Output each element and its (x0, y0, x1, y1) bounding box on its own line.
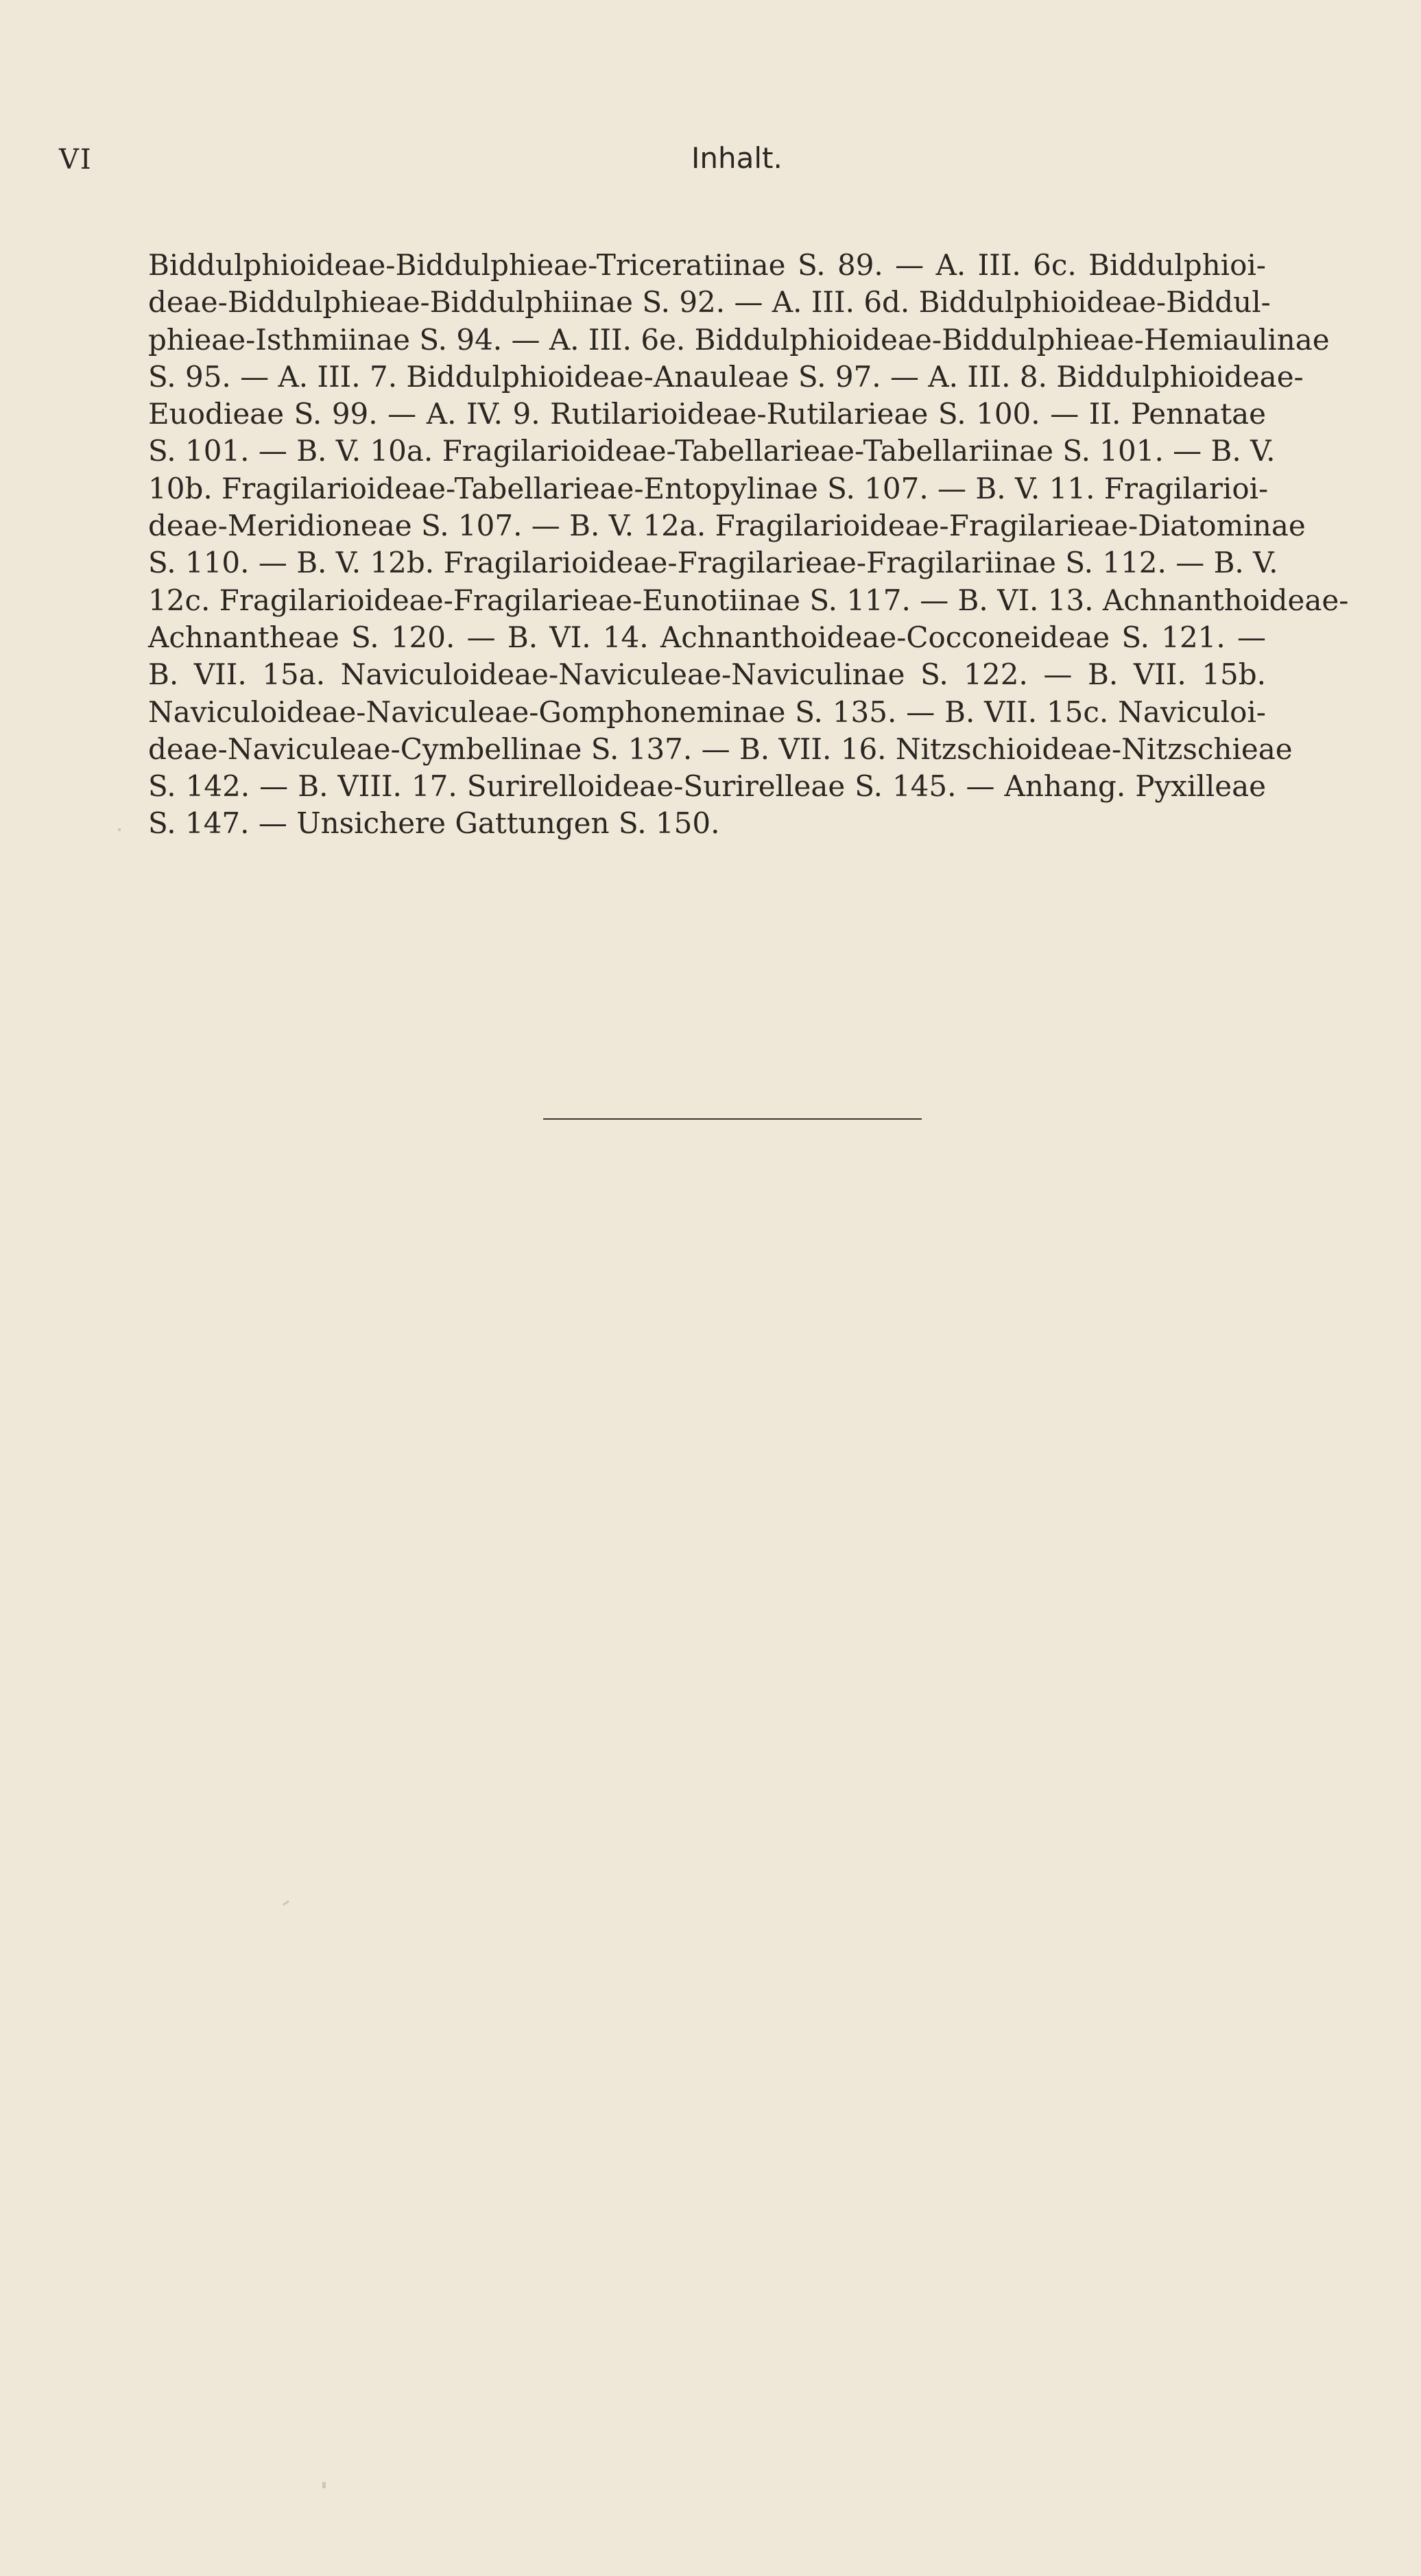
text-line: S. 95. — A. III. 7. Biddulphioideae-Anauleae S. 97. — A. III. 8. Biddulphioideae- (148, 359, 1304, 394)
text-line: deae-Biddulphieae-Biddulphiinae S. 92. — A. III. 6d. Biddulphioideae-Biddul- (148, 285, 1271, 320)
text-line: B. VII. 15a. Naviculoideae-Naviculeae-Naviculinae S. 122. — B. VII. 15b. (148, 658, 1266, 692)
paper-speck (118, 828, 121, 831)
text-line: 12c. Fragilarioideae-Fragilarieae-Eunotiinae S. 117. — B. VI. 13. Achnanthoideae- (148, 583, 1349, 617)
text-line: Achnantheae S. 120. — B. VI. 14. Achnanthoideae-Cocconeideae S. 121. — (148, 620, 1266, 654)
text-line: deae-Naviculeae-Cymbellinae S. 137. — B. VII. 16. Nitzschioideae-Nitzschieae (148, 732, 1293, 766)
page-number: VI (59, 144, 93, 176)
section-divider (543, 1118, 922, 1120)
text-line: S. 147. — Unsichere Gattungen S. 150. (148, 806, 720, 841)
text-line: Naviculoideae-Naviculeae-Gomphoneminae S. 135. — B. VII. 15c. Naviculoi- (148, 695, 1266, 729)
paper-speck (322, 2482, 326, 2488)
paper-speck (283, 1900, 289, 1905)
text-line: S. 142. — B. VIII. 17. Surirelloideae-Surirelleae S. 145. — Anhang. Pyxilleae (148, 769, 1266, 804)
text-line: phieae-Isthmiinae S. 94. — A. III. 6e. Biddulphioideae-Biddulphieae-Hemiaulinae (148, 322, 1330, 357)
running-head: Inhalt. (691, 141, 783, 175)
text-line: Euodieae S. 99. — A. IV. 9. Rutilarioideae-Rutilarieae S. 100. — II. Pennatae (148, 397, 1266, 431)
table-of-contents-text (148, 247, 1349, 843)
text-line: S. 110. — B. V. 12b. Fragilarioideae-Fragilarieae-Fragilariinae S. 112. — B. V. (148, 546, 1278, 580)
text-line: S. 101. — B. V. 10a. Fragilarioideae-Tabellarieae-Tabellariinae S. 101. — B. V. (148, 434, 1276, 468)
text-line: 10b. Fragilarioideae-Tabellarieae-Entopylinae S. 107. — B. V. 11. Fragilarioi- (148, 471, 1269, 505)
text-line: Biddulphioideae-Biddulphieae-Triceratiinae S. 89. — A. III. 6c. Biddulphioi- (148, 248, 1266, 282)
text-line: deae-Meridioneae S. 107. — B. V. 12a. Fragilarioideae-Fragilarieae-Diatominae (148, 509, 1306, 543)
